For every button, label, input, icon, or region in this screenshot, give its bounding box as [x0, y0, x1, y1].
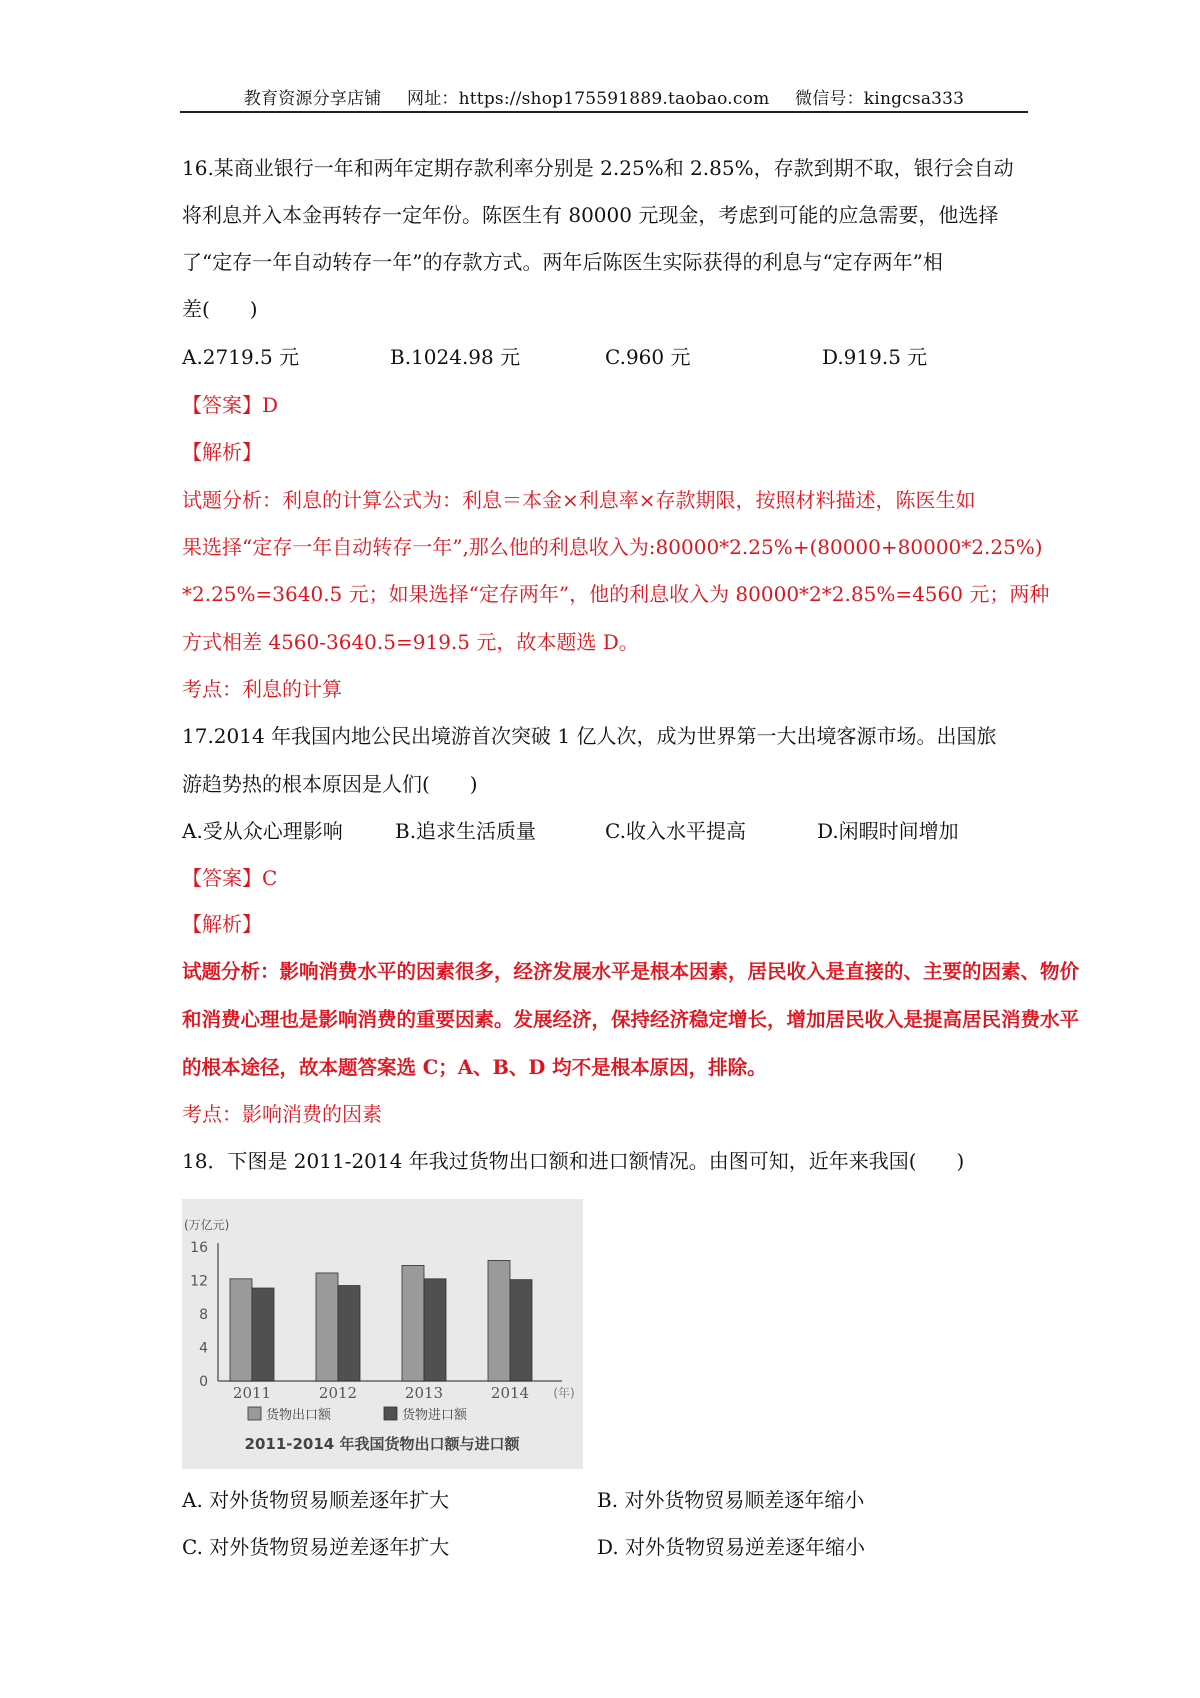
- q18-option-b: B. 对外货物贸易顺差逐年缩小: [597, 1488, 865, 1512]
- q16-stem-line-1: 16.某商业银行一年和两年定期存款利率分别是 2.25%和 2.85%，存款到期不取，银行会自动: [182, 156, 1014, 180]
- q17-option-c: C.收入水平提高: [605, 819, 746, 843]
- q16-option-a: A.2719.5 元: [182, 345, 300, 369]
- q16-point: 考点：利息的计算: [182, 677, 342, 701]
- q18-stem: 18．下图是 2011-2014 年我过货物出口额和进口额情况。由图可知，近年来我国( ): [182, 1149, 965, 1173]
- q17-point: 考点：影响消费的因素: [182, 1102, 382, 1126]
- chart-bar-import-2014: [510, 1280, 532, 1381]
- chart-y-tick-label: 4: [199, 1340, 208, 1357]
- q16-stem-line-4: 差( ): [182, 297, 258, 321]
- chart-bar-export-2011: [230, 1279, 252, 1381]
- chart-bar-import-2011: [252, 1288, 274, 1381]
- q17-analysis-line-3: 的根本途径，故本题答案选 C；A、B、D 均不是根本原因，排除。: [182, 1056, 767, 1079]
- page-header: [180, 84, 1028, 109]
- q17-analysis-line-1: 试题分析：影响消费水平的因素很多，经济发展水平是根本因素，居民收入是直接的、主要的因素、物价: [182, 960, 1080, 983]
- q16-answer: 【答案】D: [182, 393, 279, 417]
- q16-analysis-label: 【解析】: [182, 440, 262, 464]
- q16-analysis-line-1: 试题分析：利息的计算公式为：利息＝本金×利息率×存款期限，按照材料描述，陈医生如: [182, 488, 976, 512]
- chart-bar-export-2014: [488, 1260, 510, 1381]
- q17-analysis-label: 【解析】: [182, 912, 262, 936]
- chart-x-tick-label: 2013: [404, 1384, 444, 1402]
- chart-title: 2011-2014 年我国货物出口额与进口额: [244, 1435, 520, 1453]
- chart-legend-label: 货物进口额: [402, 1408, 468, 1423]
- chart-svg: [182, 1199, 583, 1469]
- q18-option-c: C. 对外货物贸易逆差逐年扩大: [182, 1535, 450, 1559]
- q16-option-d: D.919.5 元: [822, 345, 928, 369]
- q17-answer: 【答案】C: [182, 866, 278, 890]
- chart-y-tick-label: 12: [190, 1273, 208, 1290]
- chart-bar-export-2013: [402, 1265, 424, 1381]
- q18-option-d: D. 对外货物贸易逆差逐年缩小: [597, 1535, 866, 1559]
- chart-y-tick-label: 8: [199, 1307, 208, 1323]
- chart-x-tick-label: 2014: [490, 1384, 530, 1402]
- shop-name: 教育资源分享店铺: [243, 89, 382, 109]
- chart-legend-label: 货物出口额: [266, 1408, 332, 1423]
- q16-stem-line-3: 了“定存一年自动转存一年”的存款方式。两年后陈医生实际获得的利息与“定存两年”相: [182, 250, 943, 274]
- chart-y-unit-label: (万亿元): [184, 1218, 230, 1232]
- chart-x-unit-label: (年): [553, 1386, 575, 1400]
- q17-option-a: A.受从众心理影响: [182, 819, 343, 843]
- q18-option-a: A. 对外货物贸易顺差逐年扩大: [182, 1488, 450, 1512]
- q17-stem-line-1: 17.2014 年我国内地公民出境游首次突破 1 亿人次，成为世界第一大出境客源市场。出国旅: [182, 724, 997, 748]
- q16-analysis-line-2: 果选择“定存一年自动转存一年”,那么他的利息收入为:80000*2.25%+(80000+80000*2.25%): [182, 535, 1043, 559]
- chart-bar-import-2012: [338, 1286, 360, 1381]
- q16-stem-line-2: 将利息并入本金再转存一定年份。陈医生有 80000 元现金，考虑到可能的应急需要，他选择: [182, 203, 999, 227]
- q16-option-c: C.960 元: [605, 345, 691, 369]
- header-divider: [180, 111, 1028, 113]
- q17-option-b: B.追求生活质量: [395, 819, 537, 843]
- chart-bar-import-2013: [424, 1279, 446, 1381]
- q17-stem-line-2: 游趋势热的根本原因是人们( ): [182, 772, 478, 796]
- chart-x-tick-label: 2011: [232, 1384, 272, 1402]
- chart-x-tick-label: 2012: [318, 1384, 358, 1402]
- chart-y-tick-label: 16: [190, 1240, 208, 1256]
- q17-option-d: D.闲暇时间增加: [817, 819, 959, 843]
- trade-bar-chart: [182, 1199, 583, 1469]
- chart-legend-swatch: [384, 1407, 397, 1420]
- q16-analysis-line-4: 方式相差 4560-3640.5=919.5 元，故本题选 D。: [182, 630, 639, 654]
- shop-url[interactable]: 网址：https://shop175591889.taobao.com: [407, 89, 770, 109]
- q16-option-b: B.1024.98 元: [390, 345, 521, 369]
- q16-analysis-line-3: *2.25%=3640.5 元；如果选择“定存两年”，他的利息收入为 80000*2*2.85%=4560 元；两种: [182, 582, 1050, 606]
- chart-legend-swatch: [248, 1407, 261, 1420]
- wechat-id: 微信号：kingcsa333: [795, 89, 965, 109]
- chart-bar-export-2012: [316, 1273, 338, 1381]
- q17-analysis-line-2: 和消费心理也是影响消费的重要因素。发展经济，保持经济稳定增长，增加居民收入是提高居民消费水平: [182, 1008, 1080, 1031]
- chart-y-tick-label: 0: [199, 1374, 208, 1390]
